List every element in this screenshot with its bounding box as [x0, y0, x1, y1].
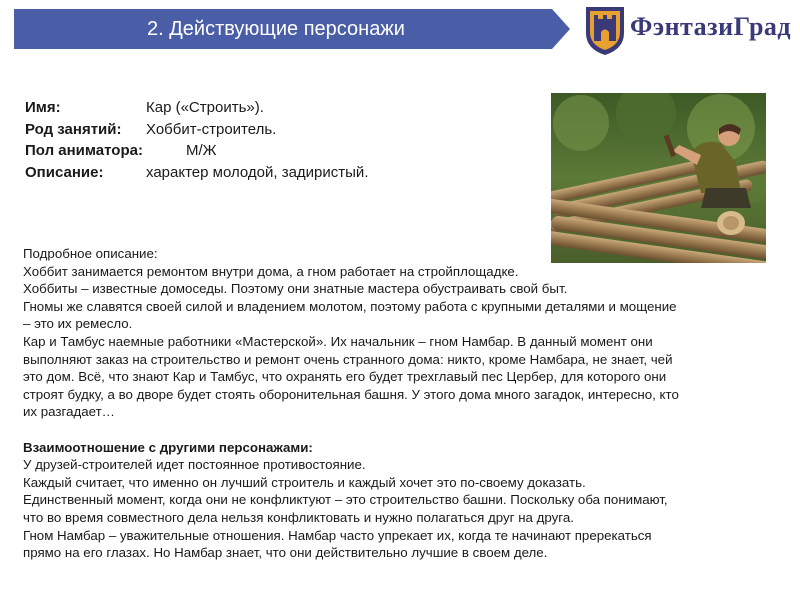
details-line: их разгадает…: [23, 404, 115, 420]
details-line: выполняют заказ на строительство и ремонт очень странного дома: никто, кроме Намбара, не знает, чей: [23, 351, 673, 367]
title-banner: [14, 9, 570, 49]
description-value: характер молодой, задиристый.: [146, 163, 369, 181]
hobbit-builder-photo: [551, 93, 766, 263]
occupation-value: Хоббит-строитель.: [146, 120, 277, 138]
details-line: Гномы же славятся своей силой и владением молотом, поэтому работа с крупными деталями и мощение: [23, 298, 677, 314]
occupation-label: Род занятий:: [25, 120, 122, 138]
name-value: Кар («Строить»).: [146, 99, 264, 116]
details-heading: Подробное описание:: [23, 246, 158, 261]
relations-line: У друзей-строителей идет постоянное противостояние.: [23, 457, 366, 473]
page-title: 2. Действующие персонажи: [147, 18, 405, 40]
animator-label: Пол аниматора:: [25, 142, 143, 159]
details-line: строят будку, а во дворе будет стоять оборонительная башня. У этого дома много загадок, интересно, кто: [23, 386, 679, 402]
relations-line: Единственный момент, когда они не конфликтуют – это строительство башни. Поскольку оба понимают,: [23, 492, 668, 508]
animator-value: М/Ж: [186, 142, 217, 159]
details-line: Хоббит занимается ремонтом внутри дома, а гном работает на стройплощадке.: [23, 263, 519, 279]
relations-heading: Взаимоотношение с другими персонажами:: [23, 439, 313, 455]
relations-line: Каждый считает, что именно он лучший строитель и каждый хочет это по-своему доказать.: [23, 474, 586, 490]
relations-line: прямо на его глазах. Но Намбар знает, что они действительно лучшие в своем деле.: [23, 545, 548, 561]
details-line: – это их ремесло.: [23, 316, 133, 332]
details-line: это дом. Всё, что знают Кар и Тамбус, что охранять его будет трехглавый пес Цербер, для которого они: [23, 369, 667, 385]
description-label: Описание:: [25, 163, 104, 181]
details-line: Хоббиты – известные домоседы. Поэтому они знатные мастера обустраивать свой быт.: [23, 281, 568, 297]
name-label: Имя:: [25, 99, 61, 116]
brand-logo: [583, 3, 795, 57]
relations-line: Гном Намбар – уважительные отношения. Намбар часто упрекает их, когда те начинают пререкаться: [23, 527, 652, 543]
brand-name: ФэнтазиГрад: [630, 12, 792, 41]
spacer: [23, 421, 783, 439]
relations-line: что во время совместного дела нельзя конфликтовать и нужно полагаться друг на друга.: [23, 509, 574, 525]
detailed-description: [23, 245, 783, 562]
details-line: Кар и Тамбус наемные работники «Мастерской». Их начальник – гном Намбар. В данный момент они: [23, 333, 653, 349]
castle-shield-icon: [583, 3, 627, 57]
